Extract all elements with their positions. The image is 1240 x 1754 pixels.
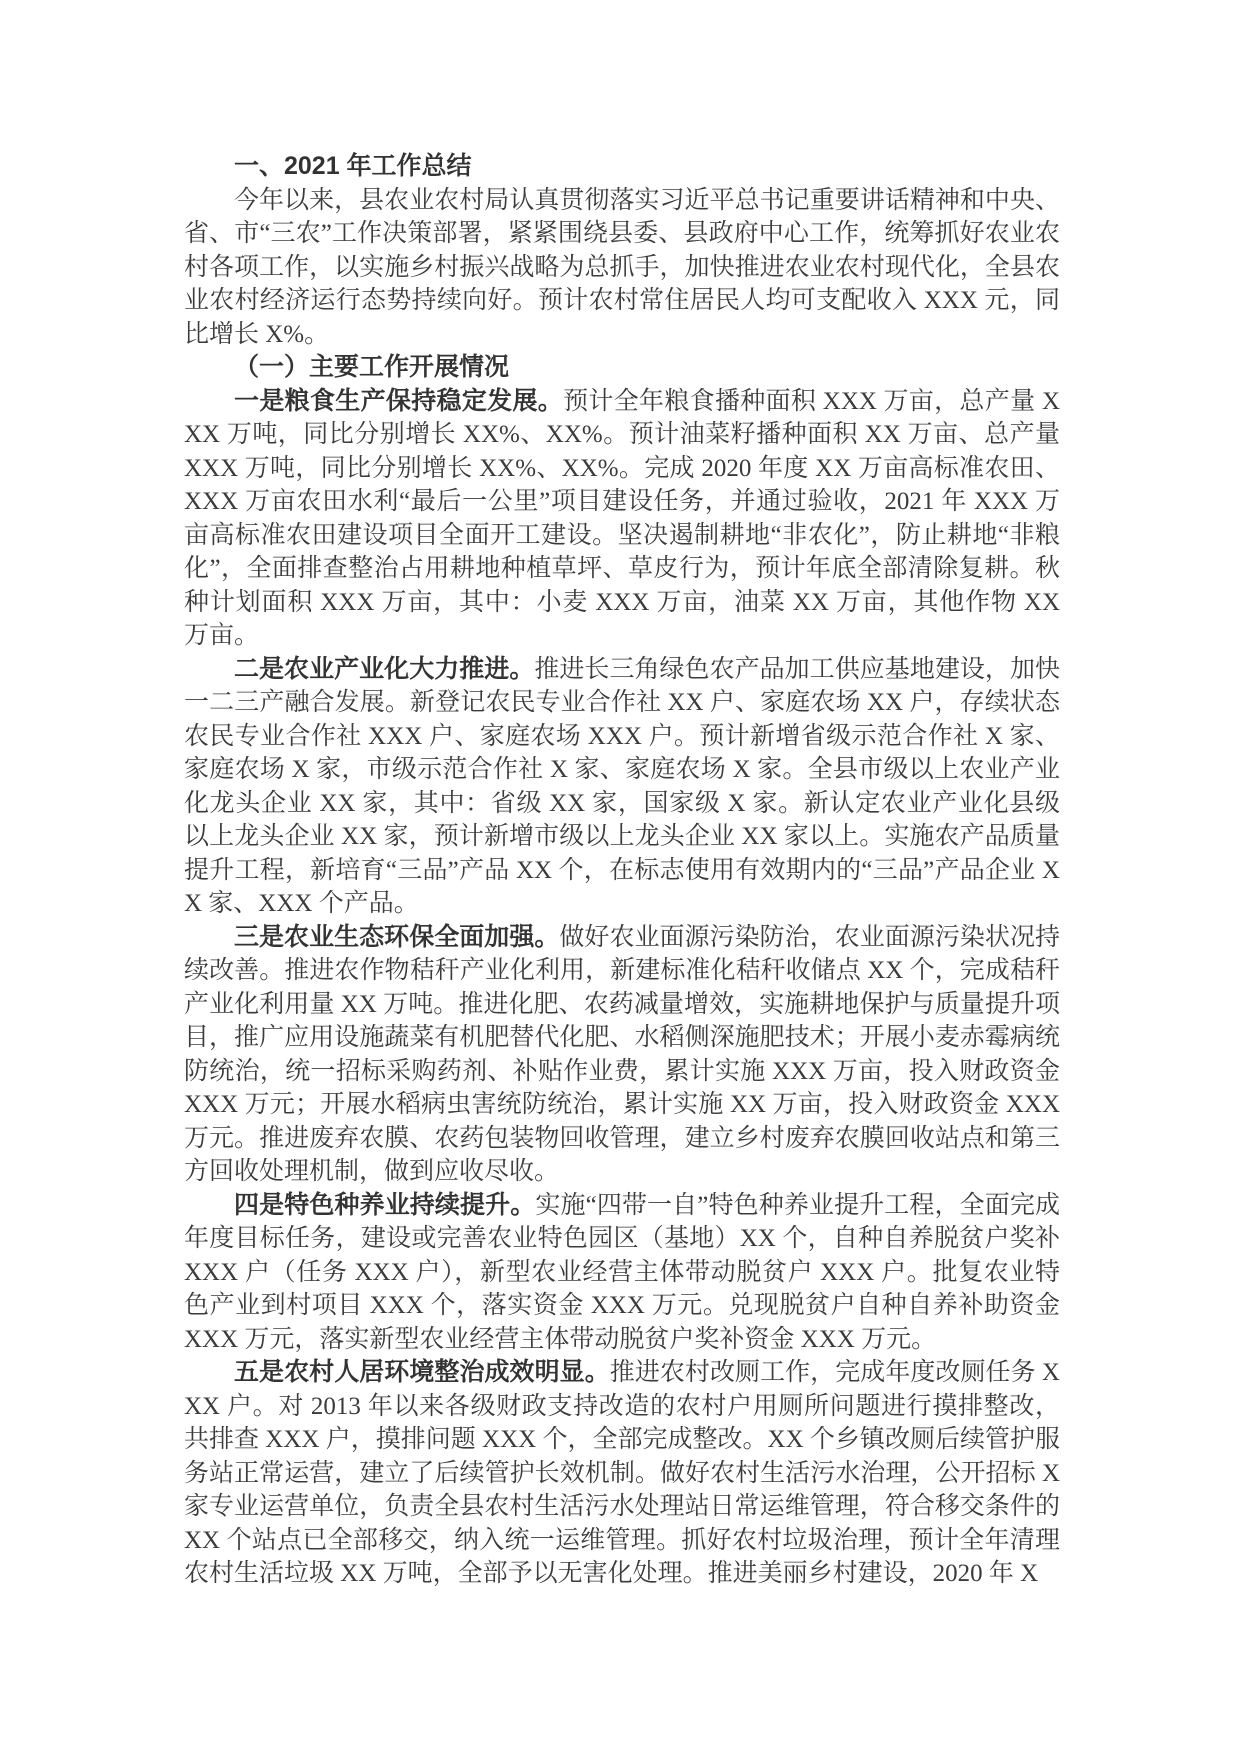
work-item-lead-2: 二是农业产业化大力推进。	[234, 654, 535, 683]
document-body	[184, 150, 1060, 1591]
work-item-body-1: 预计全年粮食播种面积 XXX 万亩，总产量 XXX 万吨，同比分别增长 XX%、XX%。预计油菜籽播种面积 XX 万亩、总产量 XXX 万吨，同比分别增长 XX%、XX%。完成 2020 年度 XX 万亩高标准农田、XXX 万亩农田水利“最后一公里”项目建设任务，并通过验收，2021 年 XXX 万亩高标准农田建设项目全面开工建设。坚决遏制耕地“非农化”，防止耕地“非粮化”，全面排查整治占用耕地种植草坪、草皮行为，预计年底全部清除复耕。秋种计划面积 XXX 万亩，其中：小麦 XXX 万亩，油菜 XX 万亩，其他作物 XX 万亩。	[184, 387, 1060, 649]
work-item-body-2: 推进长三角绿色农产品加工供应基地建设，加快一二三产融合发展。新登记农民专业合作社 XX 户、家庭农场 XX 户，存续状态农民专业合作社 XXX 户、家庭农场 XXX 户。预计新增省级示范合作社 X 家、家庭农场 X 家，市级示范合作社 X 家、家庭农场 X 家。全县市级以上农业产业化龙头企业 XX 家，其中：省级 XX 家，国家级 X 家。新认定农业产业化县级以上龙头企业 XX 家，预计新增市级以上龙头企业 XX 家以上。实施农产品质量提升工程，新培育“三品”产品 XX 个，在标志使用有效期内的“三品”产品企业 XX 家、XXX 个产品。	[184, 655, 1060, 917]
work-item-lead-4: 四是特色种养业持续提升。	[234, 1190, 536, 1219]
work-item-paragraph-1	[184, 385, 1060, 653]
sub-heading: （一）主要工作开展情况	[234, 353, 510, 381]
work-item-body-5: 推进农村改厕工作，完成年度改厕任务 XXX 户。对 2013 年以来各级财政支持改造的农村户用厕所问题进行摸排整改，共排查 XXX 户，摸排问题 XXX 个，全部完成整改。XX 个乡镇改厕后续管护服务站正常运营，建立了后续管护长效机制。做好农村生活污水治理，公开招标 X 家专业运营单位，负责全县农村生活污水处理站日常运维管理，符合移交条件的 XX 个站点已全部移交，纳入统一运维管理。抓好农村垃圾治理，预计全年清理农村生活垃圾 XX 万吨，全部予以无害化处理。推进美丽乡村建设，2020 年 X	[184, 1359, 1060, 1587]
work-item-lead-5: 五是农村人居环境整治成效明显。	[234, 1358, 610, 1386]
work-item-paragraph-3	[184, 921, 1060, 1189]
work-item-body-4: 实施“四带一自”特色种养业提升工程，全面完成年度目标任务，建设或完善农业特色园区（基地）XX 个，自种自养脱贫户奖补 XXX 户（任务 XXX 户），新型农业经营主体带动脱贫户 XXX 户。批复农业特色产业到村项目 XXX 个，落实资金 XXX 万元。兑现脱贫户自种自养补助资金 XXX 万元，落实新型农业经营主体带动脱贫户奖补资金 XXX 万元。	[184, 1191, 1060, 1353]
work-item-lead-1: 一是粮食生产保持稳定发展。	[234, 386, 564, 415]
work-item-paragraph-5	[184, 1356, 1060, 1591]
work-item-paragraph-2	[184, 653, 1060, 921]
work-item-paragraph-4	[184, 1189, 1060, 1357]
intro-paragraph: 今年以来，县农业农村局认真贯彻落实习近平总书记重要讲话精神和中央、省、市“三农”工作决策部署，紧紧围绕县委、县政府中心工作，统筹抓好农业农村各项工作，以实施乡村振兴战略为总抓手，加快推进农业农村现代化，全县农业农村经济运行态势持续向好。预计农村常住居民人均可支配收入 XXX 元，同比增长 X%。	[184, 186, 1060, 348]
main-heading: 一、2021 年工作总结	[234, 152, 472, 180]
work-item-lead-3: 三是农业生态环保全面加强。	[234, 922, 560, 951]
work-item-body-3: 做好农业面源污染防治，农业面源污染状况持续改善。推进农作物秸秆产业化利用，新建标准化秸秆收储点 XX 个，完成秸秆产业化利用量 XX 万吨。推进化肥、农药减量增效，实施耕地保护与质量提升项目，推广应用设施蔬菜有机肥替代化肥、水稻侧深施肥技术；开展小麦赤霉病统防统治，统一招标采购药剂、补贴作业费，累计实施 XXX 万亩，投入财政资金 XXX 万元；开展水稻病虫害统防统治，累计实施 XX 万亩，投入财政资金 XXX 万元。推进废弃农膜、农药包装物回收管理，建立乡村废弃农膜回收站点和第三方回收处理机制，做到应收尽收。	[184, 923, 1060, 1185]
